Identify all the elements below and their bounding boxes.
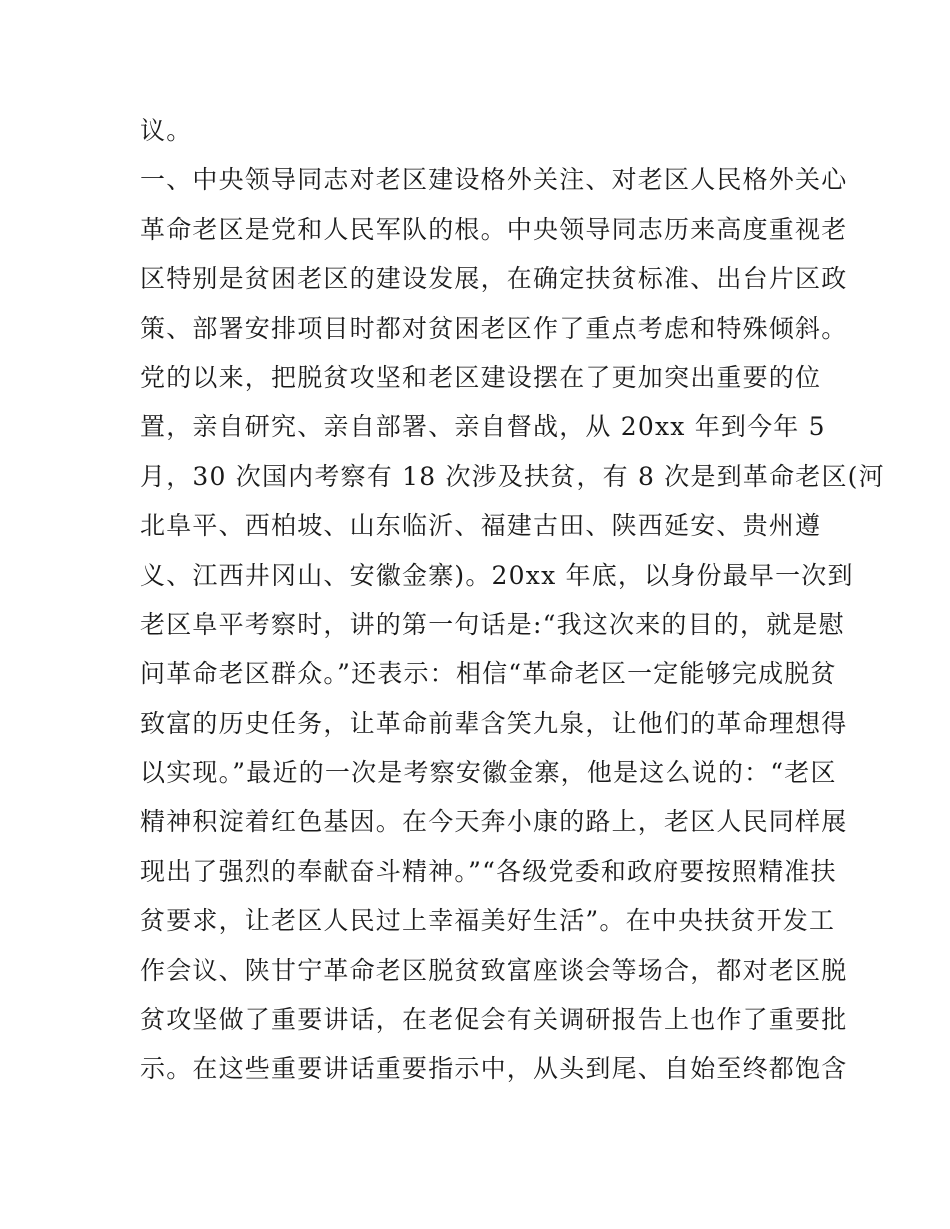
text-line: 致富的历史任务，让革命前辈含笑九泉，让他们的革命理想得 [140,708,848,738]
text-line: 贫攻坚做了重要讲话，在老促会有关调研报告上也作了重要批 [140,1005,848,1035]
text-line: 北阜平、西柏坡、山东临沂、福建古田、陕西延安、贵州遵 [140,511,822,541]
text-line: 贫要求，让老区人民过上幸福美好生活”。在中央扶贫开发工 [140,906,836,936]
text-line: 作会议、陕甘宁革命老区脱贫致富座谈会等场合，都对老区脱 [140,955,848,985]
text-line: 问革命老区群众。”还表示：相信“革命老区一定能够完成脱贫 [140,659,837,689]
section-heading: 一、中央领导同志对老区建设格外关注、对老区人民格外关心 [140,165,848,195]
text-line: 区特别是贫困老区的建设发展，在确定扶贫标准、出台片区政 [140,264,848,294]
text-line: 革命老区是党和人民军队的根。中央领导同志历来高度重视老 [140,214,848,244]
text-line: 议。 [140,116,193,145]
text-line: 精神积淀着红色基因。在今天奔小康的路上，老区人民同样展 [140,807,848,837]
text-line: 以实现。”最近的一次是考察安徽金寨，他是这么说的：“老区 [140,758,837,788]
text-line: 月，30 次国内考察有 18 次涉及扶贫，有 8 次是到革命老区(河 [140,461,885,491]
text-line: 党的以来，把脱贫攻坚和老区建设摆在了更加突出重要的位 [140,362,822,392]
text-line: 置，亲自研究、亲自部署、亲自督战，从 20xx 年到今年 5 [140,412,826,442]
body-text [140,106,885,1094]
text-line: 现出了强烈的奉献奋斗精神。”“各级党委和政府要按照精准扶 [140,856,837,886]
text-line: 老区阜平考察时，讲的第一句话是:“我这次来的目的，就是慰 [140,609,845,639]
text-line: 示。在这些重要讲话重要指示中，从头到尾、自始至终都饱含 [140,1054,848,1084]
text-line: 策、部署安排项目时都对贫困老区作了重点考虑和特殊倾斜。 [140,313,848,343]
text-line: 义、江西井冈山、安徽金寨)。20xx 年底，以身份最早一次到 [140,560,854,590]
